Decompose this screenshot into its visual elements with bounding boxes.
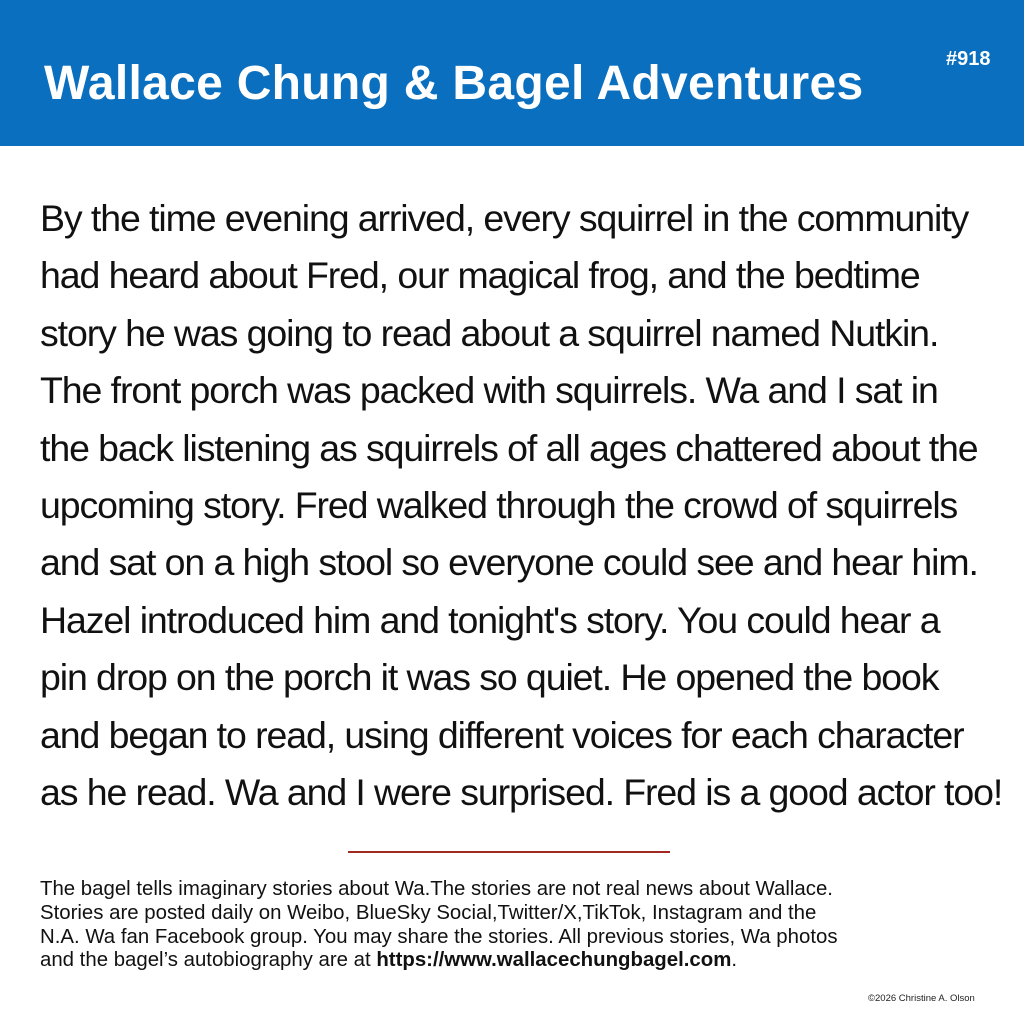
footer-line: Stories are posted daily on Weibo, BlueSky Social,Twitter/X,TikTok, Instagram and the: [40, 901, 817, 924]
story-line: Hazel introduced him and tonight's story. You could hear a: [40, 598, 940, 641]
website-link[interactable]: https://www.wallacechungbagel.com: [376, 949, 732, 972]
story-line: pin drop on the porch it was so quiet. He opened the book: [40, 656, 939, 699]
story-line: story he was going to read about a squirrel named Nutkin.: [40, 311, 939, 354]
header-banner: [0, 0, 1024, 146]
divider: [348, 851, 670, 853]
story-line: and began to read, using different voices for each character: [40, 713, 964, 756]
footer-line: N.A. Wa fan Facebook group. You may share the stories. All previous stories, Wa photos: [40, 925, 838, 948]
story-text: [40, 190, 1010, 821]
story-line: had heard about Fred, our magical frog, and the bedtime: [40, 254, 920, 297]
footer-suffix: .: [731, 949, 738, 972]
story-line: upcoming story. Fred walked through the crowd of squirrels: [40, 484, 958, 527]
story-line: the back listening as squirrels of all ages chattered about the: [40, 426, 978, 469]
copyright-notice: ©2026 Christine A. Olson: [868, 993, 975, 1004]
footer-line: The bagel tells imaginary stories about Wa.The stories are not real news about Wallace.: [40, 878, 833, 900]
story-line: The front porch was packed with squirrels. Wa and I sat in: [40, 369, 938, 412]
footer-line-last: [40, 949, 1000, 973]
footer-prefix: and the bagel’s autobiography are at: [40, 949, 377, 972]
story-line: By the time evening arrived, every squirrel in the community: [40, 197, 969, 239]
story-line: as he read. Wa and I were surprised. Fred is a good actor too!: [40, 771, 1003, 814]
story-number: #918: [946, 48, 991, 70]
page-title: Wallace Chung & Bagel Adventures: [44, 57, 864, 110]
footer-disclaimer: [40, 878, 1000, 973]
story-line: and sat on a high stool so everyone could see and hear him.: [40, 541, 978, 584]
